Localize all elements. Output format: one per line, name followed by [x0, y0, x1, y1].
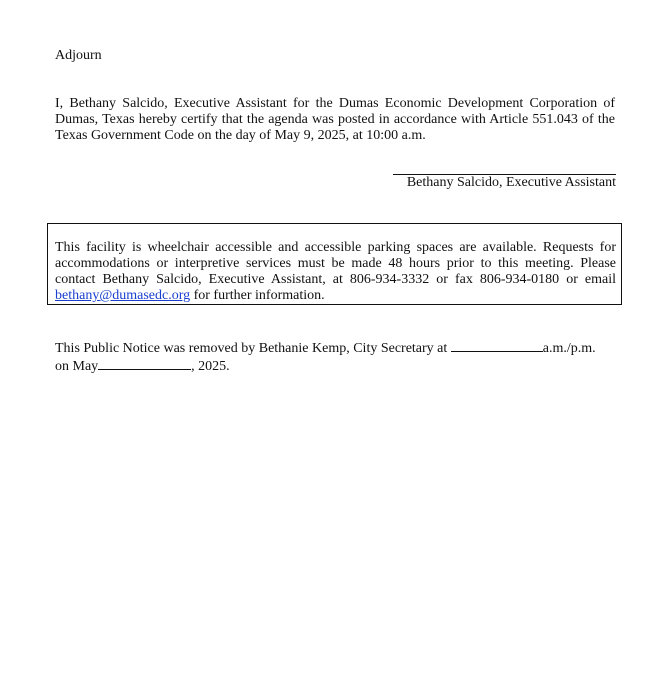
removal-date-prefix: on May	[55, 359, 99, 374]
removal-date-blank	[98, 357, 191, 370]
removal-date-suffix: , 2025.	[191, 359, 230, 374]
accessibility-notice-box	[47, 223, 622, 305]
accessibility-notice-body: This facility is wheelchair accessible and accessible parking spaces are available. Requests for accommodations or interpretive services must be made 48 hours prior to this meeting. Please contact Bethany Salcido, Executive Assistant, at 806-934-3332 or fax 806-934-0180 or email	[55, 240, 616, 287]
adjourn-heading: Adjourn	[55, 48, 102, 63]
removal-notice-prefix: This Public Notice was removed by Bethanie Kemp, City Secretary at	[55, 341, 451, 356]
signature-name: Bethany Salcido, Executive Assistant	[406, 175, 616, 190]
email-link[interactable]: bethany@dumasedc.org	[55, 288, 191, 303]
removal-notice	[55, 339, 615, 375]
certification-paragraph: I, Bethany Salcido, Executive Assistant for the Dumas Economic Development Corporation of Dumas, Texas hereby certify that the agenda was posted in accordance with Article 551.043 of the Texas Government Code on the day of May 9, 2025, at 10:00 a.m.	[55, 96, 615, 143]
removal-time-blank	[451, 339, 543, 352]
removal-time-suffix: a.m./p.m.	[542, 341, 596, 356]
accessibility-notice-text	[55, 240, 616, 304]
accessibility-notice-closing: for further information.	[190, 288, 325, 303]
